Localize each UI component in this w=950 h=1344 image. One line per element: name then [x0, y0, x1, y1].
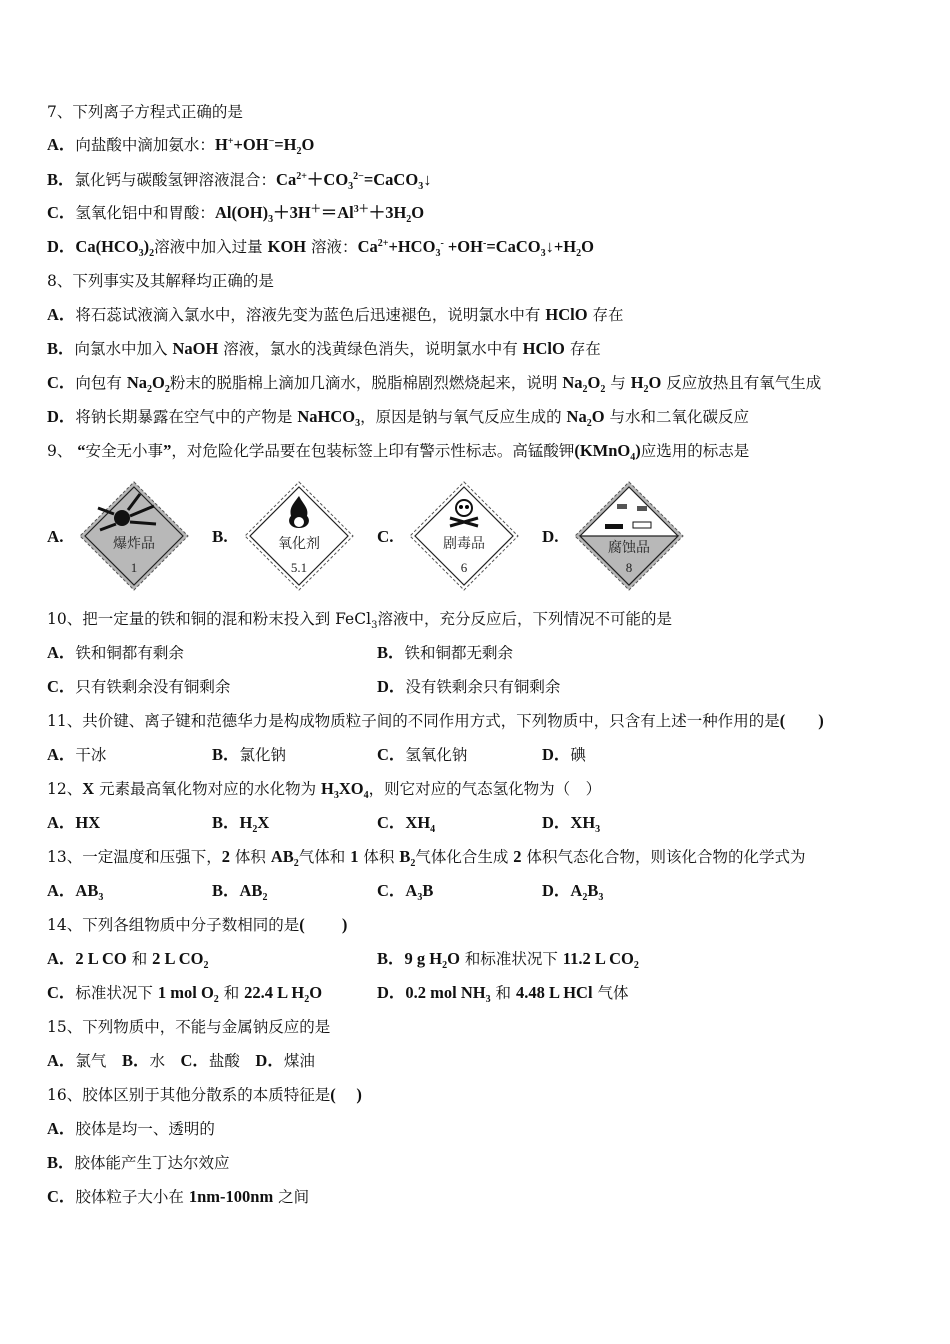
text-run: ＋CO — [306, 170, 349, 189]
answer-option — [47, 983, 323, 1006]
text-run: 2 — [643, 384, 649, 396]
text-run: 2 — [406, 214, 412, 226]
text-run: C．XH — [377, 813, 431, 832]
text-run: A． — [47, 1051, 76, 1070]
text-run: +OH — [233, 135, 269, 154]
text-run: =CaCO — [486, 237, 541, 256]
text-run: X — [257, 813, 270, 832]
text-run: O — [581, 237, 594, 256]
text-run: 3＋ — [353, 203, 369, 215]
question-line — [47, 271, 274, 291]
text-run: 3 — [540, 248, 546, 260]
answer-option — [377, 745, 467, 765]
text-run: 与水和二氧化碳反应 — [604, 408, 749, 426]
text-run: C． — [180, 1051, 209, 1070]
text-run: 干冰 — [75, 746, 107, 764]
text-run: 将钠长期暴露在空气中的产物是 — [75, 408, 298, 426]
text-run: O — [447, 949, 460, 968]
text-run: 存在 — [564, 340, 601, 358]
text-run: 3 — [268, 214, 274, 226]
text-run: B． — [377, 643, 405, 662]
answer-option — [542, 745, 586, 765]
question-line — [47, 847, 806, 870]
text-run: 氢氧化铝中和胃酸： — [75, 204, 215, 222]
question-line — [47, 441, 750, 464]
text-run: ( ) — [299, 915, 348, 934]
question-line — [47, 339, 601, 359]
text-run: Al(OH) — [214, 203, 269, 222]
text-run: +OH — [443, 237, 483, 256]
text-run: C．A — [377, 881, 418, 900]
text-run: − — [268, 135, 275, 147]
answer-option — [47, 881, 104, 904]
hazard-sign-4 — [573, 480, 685, 592]
text-run: KOH — [267, 237, 307, 256]
text-run: 气体化合生成 — [415, 848, 514, 866]
answer-option — [212, 745, 286, 765]
text-run: 和标准状况下 — [459, 950, 563, 968]
text-run: 1 mol O — [157, 983, 214, 1002]
text-run: ↓ — [423, 170, 432, 189]
text-run: 氯化钙与碳酸氢钾溶液混合： — [74, 171, 277, 189]
sign-option-label: A. — [47, 527, 64, 546]
text-run: A． — [47, 305, 76, 324]
sign-number: 1 — [130, 560, 138, 575]
text-run: 溶液中加入过量 — [154, 238, 268, 256]
text-run: 2 — [442, 960, 448, 972]
answer-option — [542, 881, 604, 904]
text-run: ( ) — [330, 1085, 362, 1104]
text-run: O — [152, 373, 165, 392]
text-run: O — [309, 983, 323, 1002]
text-run: A．2 L CO — [47, 949, 127, 968]
text-run: B — [399, 847, 411, 866]
answer-option — [377, 677, 560, 697]
text-run: 元素最高氧化物对应的水化物为 — [94, 780, 322, 798]
question-line — [47, 305, 623, 325]
text-run: 2− — [353, 170, 364, 182]
text-run: 反应放热且有氧气生成 — [661, 374, 822, 392]
text-run: =H — [274, 135, 297, 154]
text-run: ↓+H — [545, 237, 577, 256]
text-run: NaOH — [172, 339, 219, 358]
text-run: 2 — [293, 858, 299, 870]
sign-name: 爆炸品 — [113, 536, 155, 552]
text-run: 15、下列物质中，不能与金属钠反应的是 — [47, 1018, 331, 1036]
text-run: 向包有 — [75, 374, 127, 392]
question-line — [47, 779, 602, 802]
question-line — [47, 711, 824, 731]
text-run: 胶体能产生丁达尔效应 — [74, 1154, 230, 1172]
text-run: 2 — [582, 384, 588, 396]
text-run: HClO — [522, 339, 565, 358]
text-run: ＋3H — [368, 203, 407, 222]
text-run: 胶体粒子大小在 — [75, 1188, 189, 1206]
text-run: ，原因是钠与氧气反应生成的 — [360, 408, 567, 426]
text-run: (KMnO — [574, 441, 631, 460]
text-run: D． — [542, 745, 571, 764]
text-run: 和 — [126, 950, 153, 968]
text-run: B． — [47, 339, 75, 358]
answer-option — [377, 813, 436, 836]
text-run: ) — [143, 237, 150, 256]
text-run: A． — [47, 135, 76, 154]
text-run: 和 — [490, 984, 516, 1002]
text-run: 4 — [363, 790, 369, 802]
text-run: ＋3H — [273, 203, 311, 222]
text-run: 溶液，氯水的浅黄绿色消失，说明氯水中有 — [218, 340, 523, 358]
sign-option-label: C. — [377, 527, 394, 546]
text-run: C． — [377, 745, 406, 764]
text-run: D．0.2 mol NH — [377, 983, 486, 1002]
text-run: B — [422, 881, 434, 900]
text-run: C． — [47, 373, 76, 392]
text-run: O — [301, 135, 315, 154]
text-run: 2 — [213, 994, 219, 1006]
hazard-sign-3 — [408, 480, 520, 592]
text-run: 氯化钠 — [239, 746, 287, 764]
text-run: Ca — [357, 237, 378, 256]
text-run: 煤油 — [283, 1052, 315, 1070]
text-run: Na — [562, 373, 583, 392]
text-run: 3 — [485, 994, 491, 1006]
hazard-sign-2 — [243, 480, 355, 592]
text-run: 16、胶体区别于其他分散系的本质特征是 — [47, 1086, 331, 1104]
question-line — [47, 1187, 309, 1207]
text-run: 3 — [333, 790, 339, 802]
text-run: XO — [338, 779, 364, 798]
sign-name: 腐蚀品 — [608, 540, 650, 556]
text-run: A． — [47, 643, 76, 662]
text-run: =CaCO — [363, 170, 419, 189]
text-run: 3 — [348, 181, 354, 193]
text-run: C． — [47, 983, 76, 1002]
text-run: 铁和铜都无剩余 — [404, 644, 514, 662]
text-run: 向盐酸中滴加氨水： — [75, 136, 215, 154]
text-run: O — [591, 407, 605, 426]
text-run: Ca — [276, 170, 297, 189]
text-run: C． — [47, 677, 76, 696]
text-run: C． — [47, 1187, 76, 1206]
text-run: ，对危险化学品要在包装标签上印有警示性标志。高锰酸钾 — [171, 442, 575, 460]
text-run: 安全无小事 — [85, 442, 164, 460]
sign-option-label: B. — [212, 527, 228, 546]
text-run: H — [321, 779, 334, 798]
text-run: 和 — [218, 984, 245, 1002]
sign-number: 5.1 — [290, 560, 308, 575]
sign-number: 8 — [625, 560, 633, 575]
text-run: X — [82, 779, 95, 798]
text-run: 2 — [149, 248, 155, 260]
answer-option — [377, 881, 434, 904]
text-run: ＝Al — [320, 203, 354, 222]
text-run: 2 — [586, 418, 592, 430]
answer-option — [542, 813, 601, 836]
text-run: 3 — [98, 892, 104, 904]
text-run: 3 — [598, 892, 604, 904]
text-run: D． — [255, 1051, 284, 1070]
text-run: 3 — [371, 620, 378, 632]
question-line — [47, 1153, 230, 1173]
text-run: ，则它对应的气态氢化物为（ ） — [368, 780, 602, 798]
text-run: 3 — [355, 418, 361, 430]
text-run: 没有铁剩余只有铜剩余 — [405, 678, 561, 696]
text-run: 3 — [435, 248, 441, 260]
sign-number: 6 — [460, 560, 468, 575]
text-run: 2 — [252, 824, 258, 836]
question-line — [47, 609, 672, 632]
text-run: 7、下列离子方程式正确的是 — [47, 103, 243, 121]
answer-option — [377, 949, 639, 972]
text-run: 向氯水中加入 — [74, 340, 173, 358]
answer-option — [47, 745, 106, 765]
answer-option — [47, 813, 100, 833]
text-run: 2 L CO — [152, 949, 204, 968]
question-line — [47, 203, 425, 226]
text-run: 9、 — [47, 442, 78, 460]
question-line — [47, 135, 315, 158]
text-run: D． — [377, 677, 406, 696]
text-run: 只有铁剩余没有铜剩余 — [75, 678, 231, 696]
text-run: 粉末的脱脂棉上滴加几滴水，脱脂棉剧烈燃烧起来，说明 — [169, 374, 563, 392]
text-run: D．A — [542, 881, 583, 900]
text-run: 盐酸 — [208, 1052, 256, 1070]
text-run: 10、把一定量的铁和铜的混和粉末投入到 FeCl — [47, 610, 372, 628]
text-run: +HCO — [388, 237, 436, 256]
text-run: 12、 — [47, 780, 83, 798]
question-line — [47, 915, 347, 935]
text-run: A． — [47, 1119, 76, 1138]
text-run: B． — [47, 1153, 75, 1172]
text-run: B．AB — [212, 881, 263, 900]
text-run: 与 — [605, 374, 631, 392]
text-run: 2 — [203, 960, 209, 972]
text-run: ＋ — [310, 203, 321, 215]
text-run: B — [587, 881, 599, 900]
text-run: 11.2 L CO — [562, 949, 634, 968]
text-run: 2 — [262, 892, 268, 904]
sign-name: 剧毒品 — [443, 536, 485, 552]
text-run: 2 — [582, 892, 588, 904]
text-run: 2 — [304, 994, 310, 1006]
answer-option — [47, 643, 184, 663]
text-run: D．Ca(HCO — [47, 237, 139, 256]
text-run: 2 — [296, 146, 302, 158]
text-run: C． — [47, 203, 76, 222]
question-line — [47, 1085, 362, 1105]
text-run: ) — [635, 441, 641, 460]
text-run: A．AB — [47, 881, 99, 900]
text-run: 22.4 L H — [244, 983, 305, 1002]
text-run: 气体和 — [298, 848, 351, 866]
text-run: B． — [47, 170, 75, 189]
text-run: 碘 — [570, 746, 586, 764]
text-run: B． — [121, 1051, 150, 1070]
answer-option — [377, 983, 629, 1006]
text-run: B．9 g H — [377, 949, 443, 968]
text-run: 11、共价键、离子键和范德华力是构成物质粒子间的不同作用方式，下列物质中，只含有上述一种作用的是 — [47, 712, 780, 730]
text-run: H — [630, 373, 644, 392]
text-run: Na — [126, 373, 148, 392]
text-run: ” — [163, 441, 172, 460]
text-run: 13、一定温度和压强下， — [47, 848, 222, 866]
text-run: 2 — [410, 858, 416, 870]
text-run: 2 — [513, 847, 522, 866]
text-run: 2+ — [377, 237, 389, 249]
text-run: D．XH — [542, 813, 596, 832]
text-run: 3 — [418, 181, 424, 193]
text-run: + — [227, 135, 234, 147]
text-run: 2 — [164, 384, 170, 396]
text-run: 4 — [630, 452, 636, 464]
text-run: 体积 — [358, 848, 400, 866]
text-run: A． — [47, 745, 76, 764]
text-run: 4 — [430, 824, 436, 836]
text-run: 氯气 — [75, 1052, 122, 1070]
text-run: AB — [270, 847, 294, 866]
text-run: 存在 — [587, 306, 624, 324]
question-line — [47, 407, 749, 430]
text-run: 气体 — [592, 984, 629, 1002]
text-run: “ — [77, 441, 86, 460]
question-line — [47, 373, 822, 396]
text-run: Na — [566, 407, 587, 426]
question-line — [47, 1119, 215, 1139]
text-run: 溶液中，充分反应后，下列情况不可能的是 — [377, 610, 672, 628]
text-run: D． — [47, 407, 76, 426]
text-run: 1nm-100nm — [188, 1187, 274, 1206]
text-run: ( ) — [779, 711, 824, 730]
sign-name: 氧化剂 — [278, 536, 320, 552]
question-line — [47, 102, 243, 122]
text-run: 3 — [595, 824, 601, 836]
text-run: 体积气态化合物，则该化合物的化学式为 — [521, 848, 806, 866]
text-run: 2+ — [296, 170, 307, 182]
text-run: 2 — [576, 248, 582, 260]
text-run: 2 — [633, 960, 639, 972]
answer-option — [47, 677, 230, 697]
question-line — [47, 237, 594, 260]
hazard-sign-1 — [78, 480, 190, 592]
answer-option — [377, 643, 513, 663]
text-run: O — [587, 373, 601, 392]
text-run: 将石蕊试液滴入氯水中，溶液先变为蓝色后迅速褪色，说明氯水中有 — [75, 306, 546, 324]
text-run: - — [440, 237, 444, 249]
answer-option — [212, 813, 270, 836]
text-run: 溶液： — [306, 238, 358, 256]
text-run: 3 — [138, 248, 144, 260]
text-run: 氢氧化钠 — [405, 746, 468, 764]
text-run: 体积 — [229, 848, 271, 866]
text-run: H — [214, 135, 228, 154]
text-run: 3 — [417, 892, 423, 904]
text-run: NaHCO — [297, 407, 356, 426]
answer-option — [47, 949, 209, 972]
text-run: 之间 — [273, 1188, 310, 1206]
text-run: 8、下列事实及其解释均正确的是 — [47, 272, 274, 290]
text-run: - — [482, 237, 487, 249]
text-run: 胶体是均一、透明的 — [75, 1120, 215, 1138]
text-run: 14、下列各组物质中分子数相同的是 — [47, 916, 300, 934]
text-run: 2 — [221, 847, 230, 866]
text-run: B． — [212, 745, 240, 764]
question-line — [47, 170, 432, 193]
question-line — [47, 1051, 315, 1071]
text-run: 标准状况下 — [75, 984, 158, 1002]
text-run: B．H — [212, 813, 253, 832]
text-run: A．HX — [47, 813, 101, 832]
text-run: 4.48 L HCl — [515, 983, 593, 1002]
text-run: 铁和铜都有剩余 — [75, 644, 184, 662]
text-run: O — [411, 203, 425, 222]
answer-option — [212, 881, 268, 904]
text-run: 2 — [147, 384, 153, 396]
text-run: HClO — [545, 305, 588, 324]
text-run: 1 — [350, 847, 359, 866]
question-line — [47, 1017, 330, 1037]
text-run: 水 — [149, 1052, 181, 1070]
text-run: 2 — [600, 384, 606, 396]
sign-option-label: D. — [542, 527, 559, 546]
text-run: 应选用的标志是 — [640, 442, 750, 460]
text-run: O — [648, 373, 662, 392]
